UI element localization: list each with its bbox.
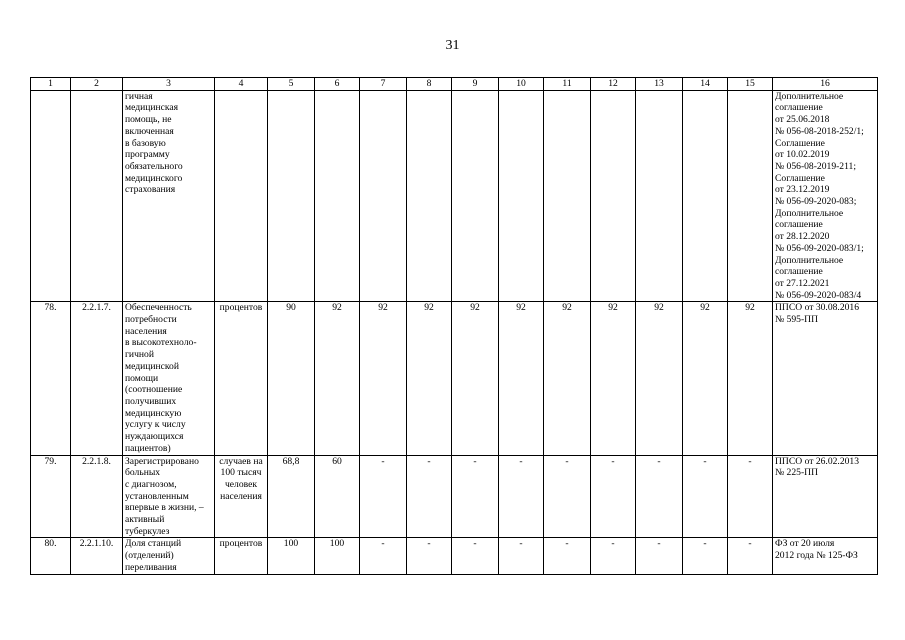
continuation-row [31, 90, 878, 302]
unit-cell: процентов [215, 302, 268, 455]
value-cell: 92 [315, 302, 360, 455]
column-header: 7 [360, 78, 407, 91]
column-header: 3 [123, 78, 215, 91]
value-cell: 68,8 [268, 455, 315, 538]
value-cell: - [683, 455, 728, 538]
column-header: 1 [31, 78, 71, 91]
value-cell: 100 [268, 538, 315, 574]
value-cell: - [360, 538, 407, 574]
value-cell: - [499, 538, 544, 574]
column-header: 6 [315, 78, 360, 91]
column-header: 9 [452, 78, 499, 91]
table-cell [407, 90, 452, 302]
table-cell [683, 90, 728, 302]
table-cell [544, 90, 591, 302]
value-cell: 92 [452, 302, 499, 455]
value-cell: - [728, 455, 773, 538]
page-number: 31 [445, 38, 460, 53]
value-cell: - [499, 455, 544, 538]
table-cell [31, 90, 71, 302]
value-cell: - [591, 455, 636, 538]
table-cell [268, 90, 315, 302]
value-cell: 100 [315, 538, 360, 574]
indicator-name-cell: Зарегистрировано больных с диагнозом, установленным впервые в жизни, – активный туберкулез [123, 455, 215, 538]
value-cell: 92 [683, 302, 728, 455]
value-cell: - [544, 538, 591, 574]
value-cell: - [636, 538, 683, 574]
value-cell: - [407, 455, 452, 538]
table-cell [591, 90, 636, 302]
value-cell: - [544, 455, 591, 538]
column-header: 4 [215, 78, 268, 91]
table-cell [499, 90, 544, 302]
row-code-cell: 2.2.1.8. [71, 455, 123, 538]
column-header: 12 [591, 78, 636, 91]
value-cell: - [591, 538, 636, 574]
row-code-cell: 2.2.1.10. [71, 538, 123, 574]
column-number-row [31, 78, 878, 91]
table-cell [452, 90, 499, 302]
unit-cell: случаев на 100 тысяч человек населения [215, 455, 268, 538]
value-cell: - [452, 538, 499, 574]
table-cell [215, 90, 268, 302]
column-header: 8 [407, 78, 452, 91]
source-document-cell: ФЗ от 20 июля 2012 года № 125-ФЗ [773, 538, 878, 574]
value-cell: - [728, 538, 773, 574]
table-cell [636, 90, 683, 302]
row-code-cell: 2.2.1.7. [71, 302, 123, 455]
source-document-cell: ППСО от 26.02.2013 № 225-ПП [773, 455, 878, 538]
value-cell: - [683, 538, 728, 574]
indicators-table [30, 77, 878, 575]
value-cell: - [407, 538, 452, 574]
value-cell: 92 [591, 302, 636, 455]
column-header: 2 [71, 78, 123, 91]
value-cell: - [636, 455, 683, 538]
column-header: 5 [268, 78, 315, 91]
value-cell: 92 [728, 302, 773, 455]
column-header: 15 [728, 78, 773, 91]
table-cell [728, 90, 773, 302]
value-cell: 92 [499, 302, 544, 455]
column-header: 14 [683, 78, 728, 91]
unit-cell: процентов [215, 538, 268, 574]
column-header: 10 [499, 78, 544, 91]
table-row [31, 455, 878, 538]
column-header: 13 [636, 78, 683, 91]
table-row [31, 538, 878, 574]
table-row [31, 302, 878, 455]
table-cell [360, 90, 407, 302]
value-cell: 60 [315, 455, 360, 538]
value-cell: 92 [360, 302, 407, 455]
table-cell [71, 90, 123, 302]
value-cell: - [360, 455, 407, 538]
value-cell: 92 [407, 302, 452, 455]
indicator-name-cell: Обеспеченность потребности населения в высокотехноло- гичной медицинской помощи (соотношение получивших медицинскую услугу к числу нуждающихся пациентов) [123, 302, 215, 455]
column-header: 16 [773, 78, 878, 91]
table-cell [315, 90, 360, 302]
value-cell: - [452, 455, 499, 538]
value-cell: 90 [268, 302, 315, 455]
column-header: 11 [544, 78, 591, 91]
row-number-cell: 80. [31, 538, 71, 574]
source-document-cell: Дополнительное соглашение от 25.06.2018 № 056-08-2018-252/1; Соглашение от 10.02.2019 № 056-08-2019-211; Соглашение от 23.12.2019 № 056-09-2020-083; Дополнительное соглашение от 28.12.2020 № 056-09-2020-083/1; Дополнительное соглашение от 27.12.2021 № 056-09-2020-083/4 [773, 90, 878, 302]
value-cell: 92 [544, 302, 591, 455]
source-document-cell: ППСО от 30.08.2016 № 595-ПП [773, 302, 878, 455]
indicator-name-cell: Доля станций (отделений) переливания [123, 538, 215, 574]
row-number-cell: 78. [31, 302, 71, 455]
indicator-name-cell: гичная медицинская помощь, не включенная в базовую программу обязательного медицинского страхования [123, 90, 215, 302]
value-cell: 92 [636, 302, 683, 455]
row-number-cell: 79. [31, 455, 71, 538]
